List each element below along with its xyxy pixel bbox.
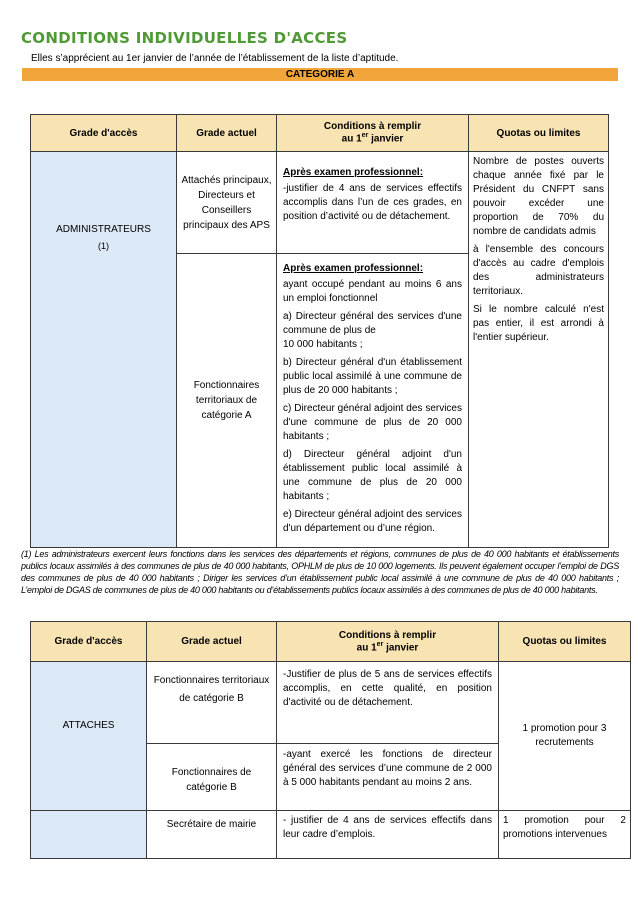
header-grade-acces: Grade d'accès (31, 115, 177, 152)
conditions-cell: -Justifier de plus de 5 ans de services effectifs accomplis, en cette qualité, en position d'activité ou de détachement. (277, 662, 499, 744)
footnote: (1) Les administrateurs exercent leurs fonctions dans les services des départements et régions, communes de plus de 40 000 habitants et établissements publics locaux assimilés à des communes de plus de 40 000 habitants, OPHLM de plus de 10 000 logements. Ils peuvent également occuper l’emploi de DGS des communes de plus de 40 000 habitants ; Diriger les services d’un établissement public local assimilé à une commune de plus de 40 000 habitants ; L’emploi de DGAS de communes de plus de 40 000 habitants ou d’établissements publics locaux assimilés à des communes de plus de 40 000 habitants. (21, 549, 619, 595)
header-conditions-line2: au 1 (356, 642, 377, 654)
grade-actuel-cell: Secrétaire de mairie (147, 811, 277, 859)
conditions-cell (277, 254, 469, 548)
table-attaches (30, 621, 631, 859)
header-conditions-line1: Conditions à remplir (323, 121, 422, 133)
table-administrateurs (30, 114, 609, 548)
conditions-item: ayant occupé pendant au moins 6 ans un emploi fonctionnel (283, 279, 462, 304)
grade-actuel-cell: Fonctionnaires territoriaux de catégorie A (177, 254, 277, 548)
grade-actuel-cell: Attachés principaux, Directeurs et Conseillers principaux des APS (177, 152, 277, 254)
header-grade-acces: Grade d'accès (31, 622, 147, 662)
conditions-item: c) Directeur général adjoint des services d'une commune de plus de 20 000 habitants ; (283, 403, 462, 442)
conditions-lead: Après examen professionnel: (283, 167, 424, 178)
table-header-row (31, 115, 609, 152)
conditions-item: e) Directeur général adjoint des services d'un département ou d’une région. (283, 509, 462, 534)
conditions-item: a) Directeur général des services d'une commune de plus de (283, 311, 462, 336)
table-header-row (31, 622, 631, 662)
header-quotas: Quotas ou limites (469, 115, 609, 152)
quota-cell: 1 promotion pour 3 recrutements (499, 662, 631, 811)
header-conditions-end: janvier (368, 133, 404, 145)
grade-acces-name: ATTACHES (62, 720, 115, 731)
header-conditions-end: janvier (383, 642, 419, 654)
header-quotas: Quotas ou limites (499, 622, 631, 662)
conditions-item: 10 000 habitants ; (283, 339, 363, 350)
header-grade-actuel: Grade actuel (147, 622, 277, 662)
table-row (31, 152, 609, 254)
header-conditions (277, 622, 499, 662)
conditions-cell: -ayant exercé les fonctions de directeur général des services d’une commune de 2 000 à 5 000 habitants pendant au moins 2 ans. (277, 744, 499, 811)
conditions-lead: Après examen professionnel: (283, 263, 424, 274)
intro-text: Elles s’apprécient au 1er janvier de l’année de l’établissement de la liste d’aptitude. (31, 53, 399, 64)
conditions-item: b) Directeur général d'un établissement public local assimilé à une commune de plus de 20 000 habitants ; (283, 357, 462, 396)
header-conditions (277, 115, 469, 152)
table-row (31, 811, 631, 859)
header-conditions-sup: er (361, 132, 369, 140)
grade-acces-name: ADMINISTRATEURS (56, 224, 151, 235)
grade-acces-cell (31, 811, 147, 859)
header-conditions-sup: er (376, 640, 384, 648)
header-conditions-line1: Conditions à remplir (338, 629, 437, 641)
quota-cell (469, 152, 609, 548)
grade-actuel-cell: Fonctionnaires de catégorie B (147, 744, 277, 811)
grade-acces-cell (31, 662, 147, 811)
header-conditions-line2: au 1 (341, 133, 362, 145)
quota-text-3: Si le nombre calculé n'est pas entier, il est arrondi à l'entier supérieur. (473, 304, 604, 343)
quota-text-1: Nombre de postes ouverts chaque année fixé par le Président du CNFPT sans pouvoir excéder une proportion de 70% du nombre de candidats admis (473, 156, 604, 237)
table-row (31, 662, 631, 744)
header-grade-actuel: Grade actuel (177, 115, 277, 152)
conditions-cell (277, 152, 469, 254)
grade-acces-cell (31, 152, 177, 548)
quota-text-2: à l'ensemble des concours d'accès au cadre d'emplois des administrateurs territoriaux. (473, 244, 604, 297)
page-title: CONDITIONS INDIVIDUELLES D'ACCES (21, 29, 348, 47)
conditions-item: d) Directeur général adjoint d'un établissement public local assimilé à une commune de plus de 20 000 habitants ; (283, 449, 462, 502)
grade-actuel-cell: Fonctionnaires territoriaux de catégorie B (147, 662, 277, 744)
conditions-text: -justifier de 4 ans de services effectifs accomplis dans l’un de ces grades, en position d’activité ou de détachement. (283, 183, 462, 222)
category-banner: CATEGORIE A (22, 68, 618, 81)
quota-cell: 1 promotion pour 2 promotions intervenues (499, 811, 631, 859)
conditions-cell: - justifier de 4 ans de services effectifs dans leur cadre d’emplois. (277, 811, 499, 859)
grade-acces-note: (1) (98, 241, 109, 251)
